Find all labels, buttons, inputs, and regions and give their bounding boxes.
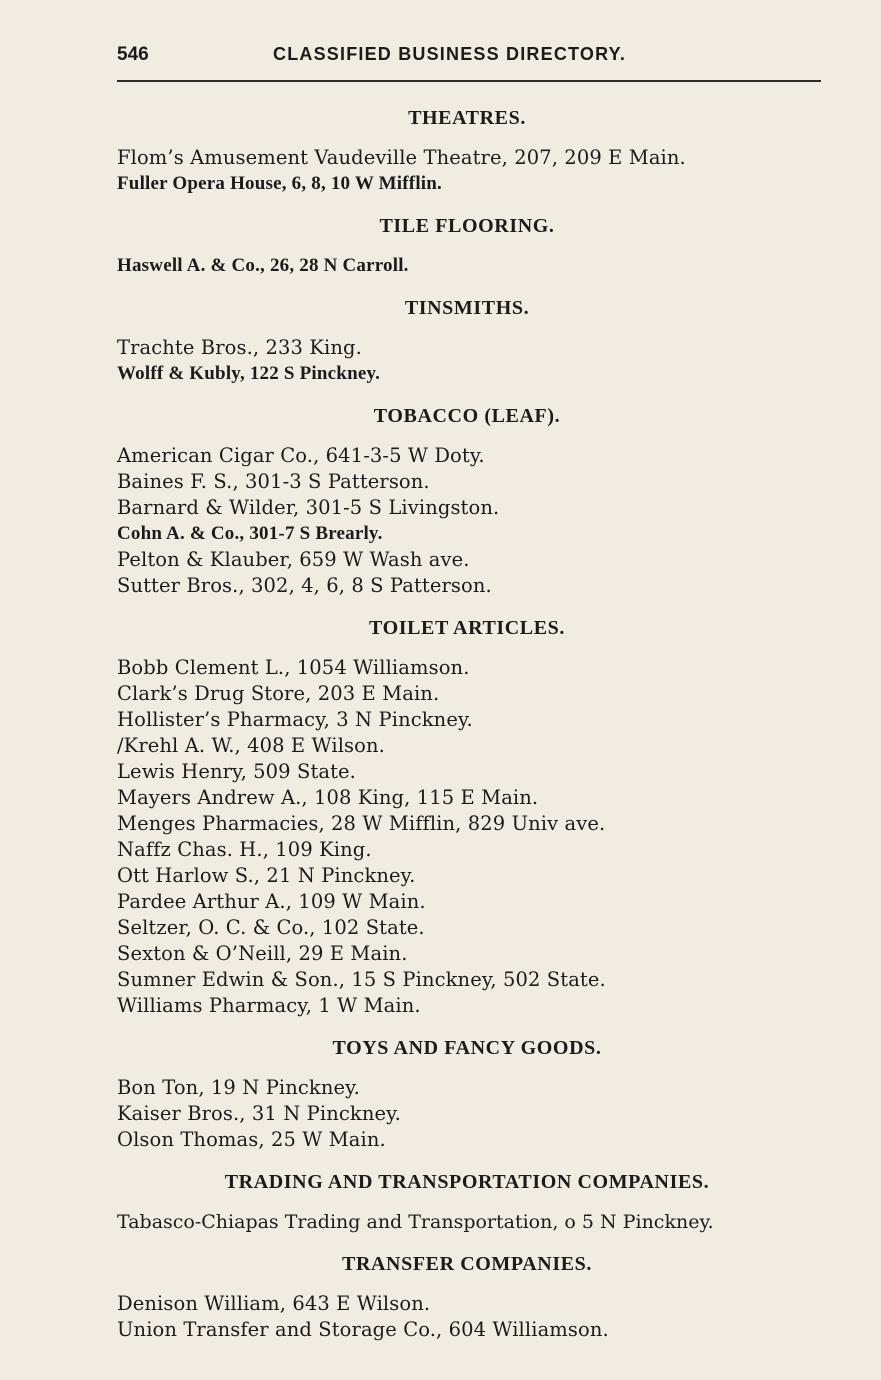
directory-entry: Fuller Opera House, 6, 8, 10 W Mifflin. <box>117 173 442 194</box>
running-head: CLASSIFIED BUSINESS DIRECTORY. <box>273 44 627 64</box>
directory-entry: Clark’s Drug Store, 203 E Main. <box>117 682 440 705</box>
directory-entry: Haswell A. & Co., 26, 28 N Carroll. <box>117 255 409 276</box>
directory-entry: Pardee Arthur A., 109 W Main. <box>117 890 426 913</box>
directory-entry: Tabasco-Chiapas Trading and Transportation, o 5 N Pinckney. <box>117 1211 714 1233</box>
directory-entry: Pelton & Klauber, 659 W Wash ave. <box>117 548 470 571</box>
directory-entry: Sutter Bros., 302, 4, 6, 8 S Patterson. <box>117 574 492 597</box>
directory-entry: Kaiser Bros., 31 N Pinckney. <box>117 1102 401 1125</box>
header-rule <box>117 80 821 82</box>
directory-entry: Williams Pharmacy, 1 W Main. <box>117 994 421 1017</box>
section-entries <box>117 145 817 197</box>
directory-entry: Seltzer, O. C. & Co., 102 State. <box>117 916 425 939</box>
directory-entry: Mayers Andrew A., 108 King, 115 E Main. <box>117 786 539 809</box>
directory-entry: Wolff & Kubly, 122 S Pinckney. <box>117 363 381 384</box>
section-entries <box>117 655 817 1019</box>
directory-entry: Cohn A. & Co., 301-7 S Brearly. <box>117 523 383 544</box>
section-entries <box>117 253 817 279</box>
section-entries <box>117 1209 817 1235</box>
section-heading: THEATRES. <box>408 107 526 129</box>
section-heading: TINSMITHS. <box>404 297 530 319</box>
directory-entry: Flom’s Amusement Vaudeville Theatre, 207, 209 E Main. <box>117 146 686 169</box>
section-entries <box>117 1075 817 1153</box>
section-entries <box>117 1291 817 1343</box>
directory-entry: Ott Harlow S., 21 N Pinckney. <box>117 864 416 887</box>
section-heading: TOYS AND FANCY GOODS. <box>332 1037 602 1059</box>
directory-entry: Naffz Chas. H., 109 King. <box>117 838 372 861</box>
directory-entry: Hollister’s Pharmacy, 3 N Pinckney. <box>117 708 473 731</box>
section-entries <box>117 443 817 599</box>
page-number: 546 <box>117 44 149 65</box>
directory-entry: Union Transfer and Storage Co., 604 Williamson. <box>117 1318 609 1341</box>
directory-content <box>117 105 817 1359</box>
section-entries <box>117 335 817 387</box>
directory-entry: Menges Pharmacies, 28 W Mifflin, 829 Univ ave. <box>117 812 606 835</box>
directory-entry: Trachte Bros., 233 King. <box>117 336 362 359</box>
directory-entry: /Krehl A. W., 408 E Wilson. <box>117 734 385 757</box>
directory-entry: Bon Ton, 19 N Pinckney. <box>117 1076 360 1099</box>
section-heading: TILE FLOORING. <box>379 215 555 237</box>
page-header <box>117 44 823 74</box>
directory-entry: Sumner Edwin & Son., 15 S Pinckney, 502 State. <box>117 968 606 991</box>
directory-entry: Denison William, 643 E Wilson. <box>117 1292 431 1315</box>
section-heading: TRADING AND TRANSPORTATION COMPANIES. <box>224 1171 710 1193</box>
directory-entry: Sexton & O’Neill, 29 E Main. <box>117 942 408 965</box>
directory-entry: Olson Thomas, 25 W Main. <box>117 1128 386 1151</box>
directory-entry: American Cigar Co., 641-3-5 W Doty. <box>117 444 485 467</box>
section-heading: TOILET ARTICLES. <box>368 617 566 639</box>
directory-entry: Barnard & Wilder, 301-5 S Livingston. <box>117 496 500 519</box>
directory-entry: Lewis Henry, 509 State. <box>117 760 356 783</box>
directory-entry: Baines F. S., 301-3 S Patterson. <box>117 470 430 493</box>
section-heading: TOBACCO (LEAF). <box>373 405 561 427</box>
directory-entry: Bobb Clement L., 1054 Williamson. <box>117 656 470 679</box>
section-heading: TRANSFER COMPANIES. <box>342 1253 592 1275</box>
